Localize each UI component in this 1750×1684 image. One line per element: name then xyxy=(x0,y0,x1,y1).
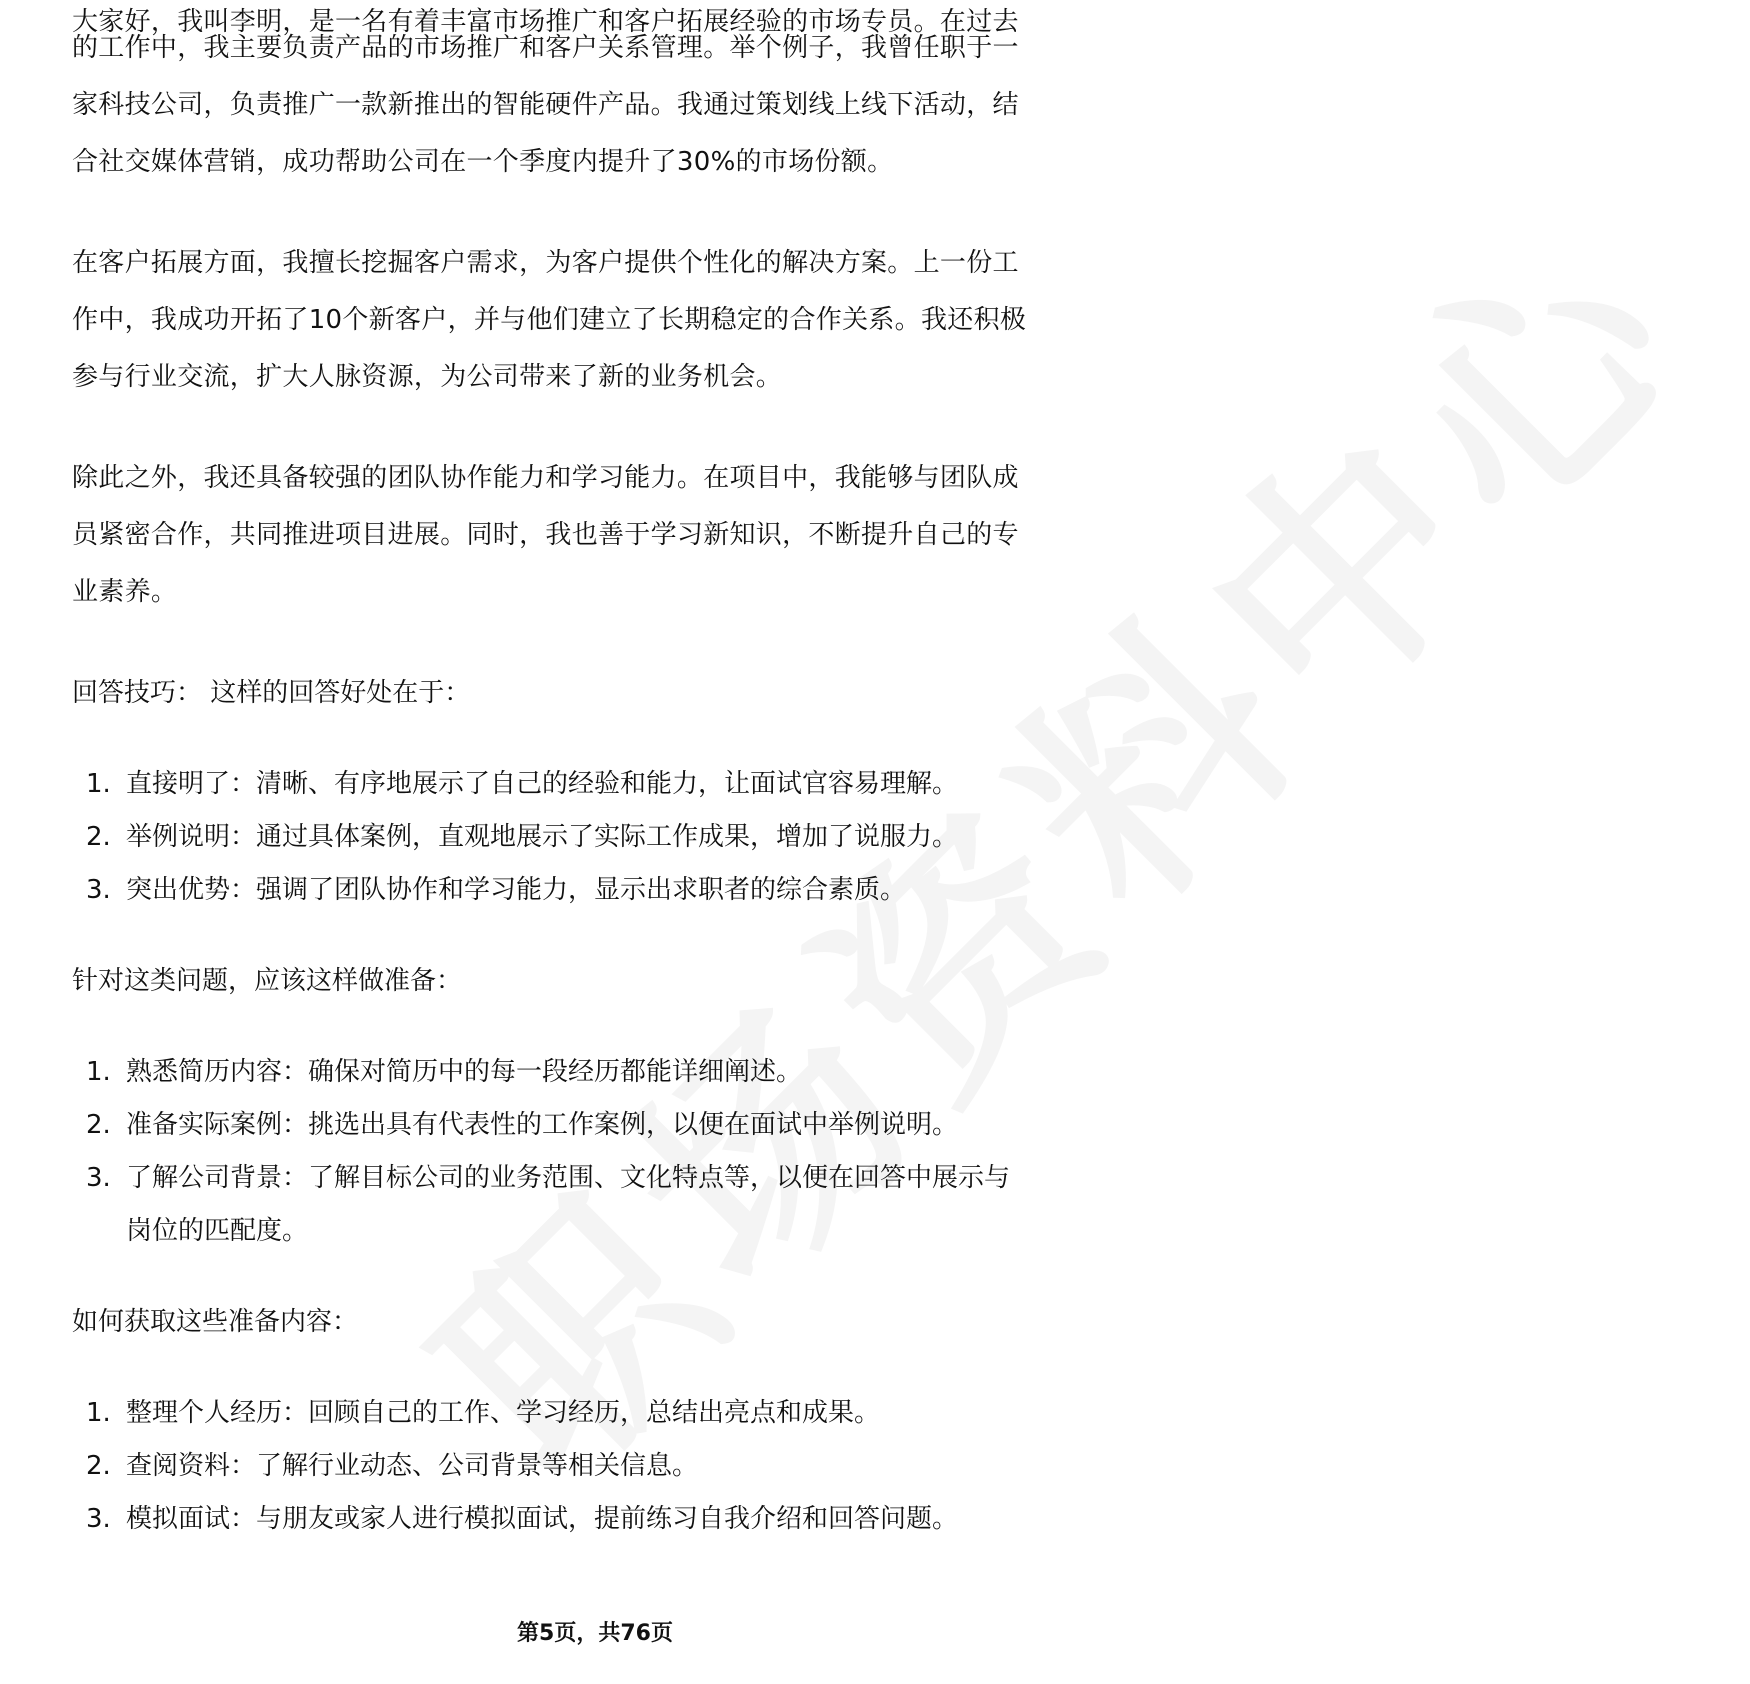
list-number: 1. xyxy=(86,1398,111,1428)
paragraph-line: 除此之外，我还具备较强的团队协作能力和学习能力。在项目中，我能够与团队成 xyxy=(72,463,1019,493)
spacer xyxy=(72,1351,1122,1387)
cutoff-line xyxy=(72,0,1122,37)
list-item-text: 模拟面试：与朋友或家人进行模拟面试，提前练习自我介绍和回答问题。 xyxy=(126,1504,959,1534)
spacer xyxy=(72,722,1122,758)
list-item-text: 熟悉简历内容：确保对简历中的每一段经历都能详细阐述。 xyxy=(126,1057,803,1087)
list-item xyxy=(72,1046,1122,1099)
list-item-text: 直接明了：清晰、有序地展示了自己的经验和能力，让面试官容易理解。 xyxy=(126,769,959,799)
cutoff-line-text: 大家好，我叫李明，是一名有着丰富市场推广和客户拓展经验的市场专员。在过去 xyxy=(72,7,1019,37)
list-item xyxy=(72,1152,1122,1258)
paragraph-line: 在客户拓展方面，我擅长挖掘客户需求，为客户提供个性化的解决方案。上一份工 xyxy=(72,248,1019,278)
paragraph-line: 员紧密合作，共同推进项目进展。同时，我也善于学习新知识，不断提升自己的专 xyxy=(72,520,1019,550)
spacer xyxy=(72,191,1122,235)
list-number: 1. xyxy=(86,769,111,799)
list-number: 3. xyxy=(86,1504,111,1534)
list-number: 3. xyxy=(86,1163,111,1193)
paragraph-line: 合社交媒体营销，成功帮助公司在一个季度内提升了30%的市场份额。 xyxy=(72,147,894,177)
paragraph-line: 的工作中，我主要负责产品的市场推广和客户关系管理。举个例子，我曾任职于一 xyxy=(72,33,1019,63)
obtain-list xyxy=(72,1387,1122,1546)
spacer xyxy=(72,917,1122,953)
spacer xyxy=(72,406,1122,450)
paragraph-2 xyxy=(72,235,1122,406)
paragraph-3 xyxy=(72,450,1122,621)
paragraph-line: 业素养。 xyxy=(72,577,178,607)
list-number: 1. xyxy=(86,1057,111,1087)
paragraph-line: 家科技公司，负责推广一款新推出的智能硬件产品。我通过策划线上线下活动，结 xyxy=(72,90,1019,120)
list-item-text: 准备实际案例：挑选出具有代表性的工作案例，以便在面试中举例说明。 xyxy=(126,1110,959,1140)
list-item-text: 举例说明：通过具体案例，直观地展示了实际工作成果，增加了说服力。 xyxy=(126,822,959,852)
spacer xyxy=(72,1010,1122,1046)
list-item-text-continued: 岗位的匹配度。 xyxy=(126,1216,309,1246)
obtain-heading: 如何获取这些准备内容： xyxy=(72,1307,359,1337)
list-item xyxy=(72,864,1122,917)
spacer xyxy=(72,1258,1122,1294)
tips-heading: 回答技巧： 这样的回答好处在于： xyxy=(72,678,471,708)
prep-list xyxy=(72,1046,1122,1258)
list-item xyxy=(72,1493,1122,1546)
list-item-text: 了解公司背景：了解目标公司的业务范围、文化特点等，以便在回答中展示与 xyxy=(126,1163,1011,1193)
list-item-text: 整理个人经历：回顾自己的工作、学习经历，总结出亮点和成果。 xyxy=(126,1398,881,1428)
paragraph-line: 作中，我成功开拓了10个新客户，并与他们建立了长期稳定的合作关系。我还积极 xyxy=(72,305,1027,335)
list-item xyxy=(72,811,1122,864)
list-number: 3. xyxy=(86,875,111,905)
document-body xyxy=(72,7,1122,1546)
list-item xyxy=(72,758,1122,811)
list-item xyxy=(72,1099,1122,1152)
list-item xyxy=(72,1440,1122,1493)
prep-heading: 针对这类问题，应该这样做准备： xyxy=(72,966,463,996)
list-number: 2. xyxy=(86,1451,111,1481)
page-footer: 第5页，共76页 xyxy=(517,1621,673,1646)
list-number: 2. xyxy=(86,1110,111,1140)
list-item-text: 突出优势：强调了团队协作和学习能力，显示出求职者的综合素质。 xyxy=(126,875,907,905)
tips-list xyxy=(72,758,1122,917)
paragraph-1 xyxy=(72,20,1122,191)
spacer xyxy=(72,621,1122,665)
list-number: 2. xyxy=(86,822,111,852)
list-item-text: 查阅资料：了解行业动态、公司背景等相关信息。 xyxy=(126,1451,699,1481)
list-item xyxy=(72,1387,1122,1440)
paragraph-line: 参与行业交流，扩大人脉资源，为公司带来了新的业务机会。 xyxy=(72,362,783,392)
